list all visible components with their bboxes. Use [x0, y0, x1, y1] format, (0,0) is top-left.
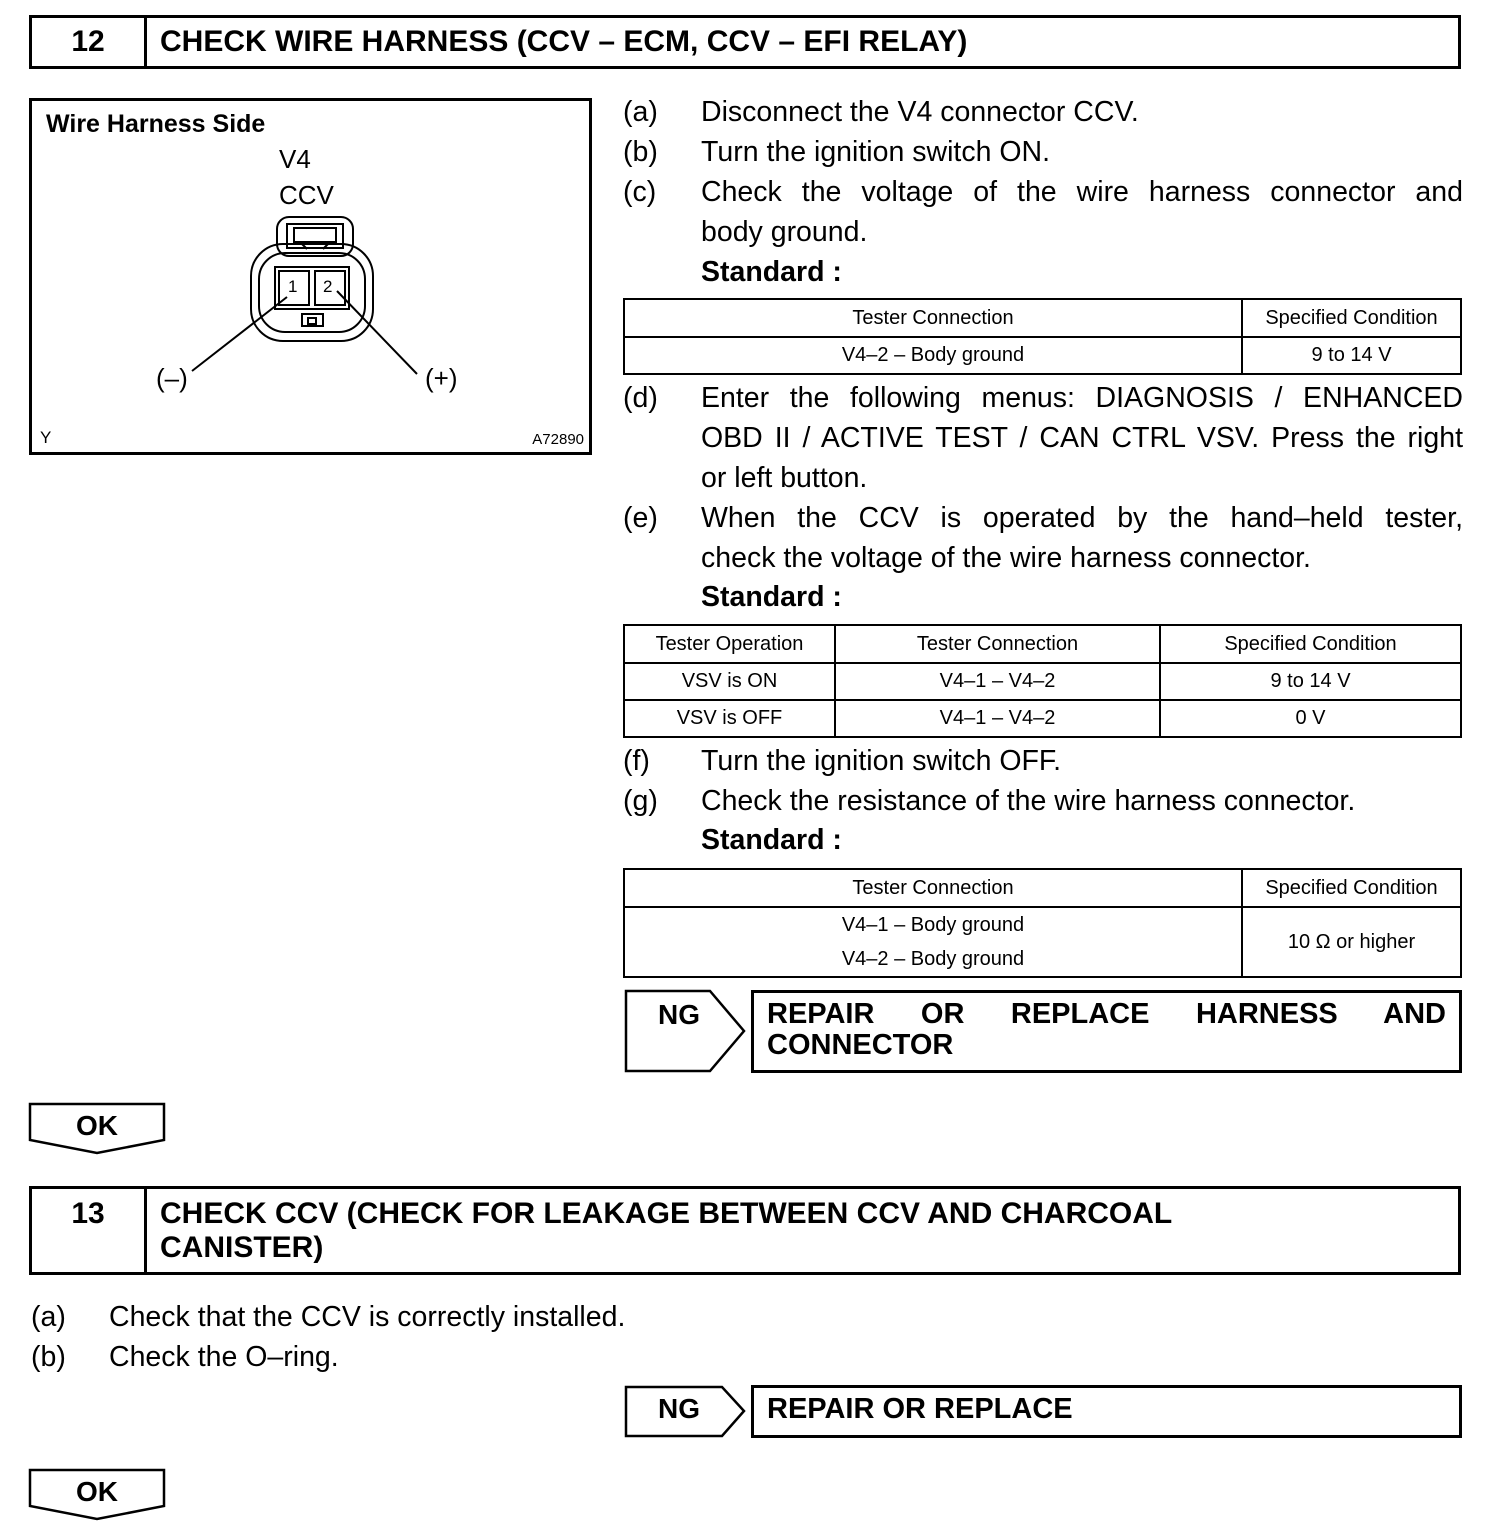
table-cell: 9 to 14 V [1242, 337, 1461, 374]
ng-result-box [751, 1385, 1462, 1438]
step-item [623, 172, 1463, 252]
connector-name-label: CCV [279, 180, 334, 210]
spec-table-3 [623, 868, 1462, 978]
ng-result-line: CONNECTOR [767, 1029, 954, 1061]
table-cell [624, 907, 1242, 977]
step-text-line: check the voltage of the wire harness connector. [701, 542, 1311, 574]
step-label: (c) [623, 176, 657, 208]
step-text: Check that the CCV is correctly installed. [109, 1301, 626, 1333]
plus-label: (+) [425, 363, 458, 393]
step-text-line: or left button. [701, 462, 868, 494]
step-text: Check the O–ring. [109, 1341, 339, 1373]
table-header: Specified Condition [1242, 299, 1461, 337]
step-item [31, 1297, 831, 1337]
standard-label: Standard : [701, 824, 842, 856]
step-item [623, 132, 1463, 172]
table-header: Tester Connection [835, 625, 1160, 663]
corner-label: Y [40, 428, 52, 447]
step-item [623, 498, 1463, 578]
step-title [147, 1189, 1172, 1272]
step-item [623, 781, 1463, 821]
step-item [31, 1337, 831, 1377]
step-title-line: CANISTER) [160, 1231, 324, 1264]
table-cell: V4–2 – Body ground [624, 337, 1242, 374]
step-text: Check the resistance of the wire harness connector. [701, 785, 1356, 817]
ok-arrow [28, 1468, 166, 1522]
table-cell-line: V4–2 – Body ground [841, 948, 1025, 970]
connector-diagram [32, 101, 589, 452]
connector-id-label: V4 [279, 144, 311, 174]
pin-1-label: 1 [288, 277, 298, 296]
connector-figure [29, 98, 592, 455]
spec-table-2 [623, 624, 1462, 738]
step-item [623, 741, 1463, 781]
step-text: Turn the ignition switch OFF. [701, 745, 1062, 777]
ng-result-text: REPAIR OR REPLACE [767, 1393, 1073, 1425]
standard-label: Standard : [701, 256, 842, 288]
step-13-header [29, 1186, 1461, 1275]
step-label: (f) [623, 745, 650, 777]
table-cell: VSV is ON [624, 663, 835, 700]
step-label: (e) [623, 502, 658, 534]
step-number: 12 [32, 18, 147, 66]
step-text: Turn the ignition switch ON. [701, 136, 1050, 168]
step-number: 13 [32, 1189, 147, 1272]
spec-table-1 [623, 298, 1462, 375]
ok-label: OK [76, 1110, 118, 1141]
table-cell: VSV is OFF [624, 700, 835, 737]
table-cell: V4–1 – V4–2 [835, 663, 1160, 700]
ok-arrow [28, 1102, 166, 1156]
ng-result-box [751, 990, 1462, 1073]
table-header: Specified Condition [1242, 869, 1461, 907]
ng-arrow [624, 1385, 748, 1438]
step-text: Disconnect the V4 connector CCV. [701, 96, 1139, 128]
table-cell: 10 Ω or higher [1242, 907, 1461, 977]
ok-label: OK [76, 1476, 118, 1507]
table-header: Tester Connection [624, 869, 1242, 907]
step-label: (a) [31, 1301, 66, 1333]
ng-arrow [624, 989, 748, 1073]
step-label: (a) [623, 96, 658, 128]
standard-label: Standard : [701, 581, 842, 613]
step-text-line: When the CCV is operated by the hand–held tester, [701, 502, 1463, 534]
step-text-line: OBD II / ACTIVE TEST / CAN CTRL VSV. Press the right [701, 422, 1463, 454]
table-cell: 0 V [1160, 700, 1461, 737]
ng-result-line: REPAIR OR REPLACE HARNESS AND [767, 998, 1446, 1030]
step-title: CHECK WIRE HARNESS (CCV – ECM, CCV – EFI RELAY) [160, 25, 968, 58]
ng-label: NG [658, 1393, 700, 1424]
step-12-header [29, 15, 1461, 69]
step-text-line: body ground. [701, 216, 868, 248]
table-header: Tester Connection [624, 299, 1242, 337]
step-text-line: Check the voltage of the wire harness connector and [701, 176, 1463, 208]
step-label: (b) [623, 136, 658, 168]
step-item [623, 378, 1463, 498]
step-label: (g) [623, 785, 658, 817]
pin-2-label: 2 [323, 277, 333, 296]
step-label: (b) [31, 1341, 66, 1373]
ng-label: NG [658, 999, 700, 1030]
minus-label: (–) [156, 363, 188, 393]
figure-heading: Wire Harness Side [46, 110, 266, 138]
table-header: Specified Condition [1160, 625, 1461, 663]
table-header: Tester Operation [624, 625, 835, 663]
step-text-line: Enter the following menus: DIAGNOSIS / ENHANCED [701, 382, 1463, 414]
table-cell: 9 to 14 V [1160, 663, 1461, 700]
step-label: (d) [623, 382, 658, 414]
table-cell: V4–1 – V4–2 [835, 700, 1160, 737]
table-cell-line: V4–1 – Body ground [841, 914, 1025, 936]
step-item [623, 92, 1463, 132]
step-title-line: CHECK CCV (CHECK FOR LEAKAGE BETWEEN CCV AND CHARCOAL [160, 1197, 1173, 1230]
figure-code: A72890 [532, 431, 584, 448]
